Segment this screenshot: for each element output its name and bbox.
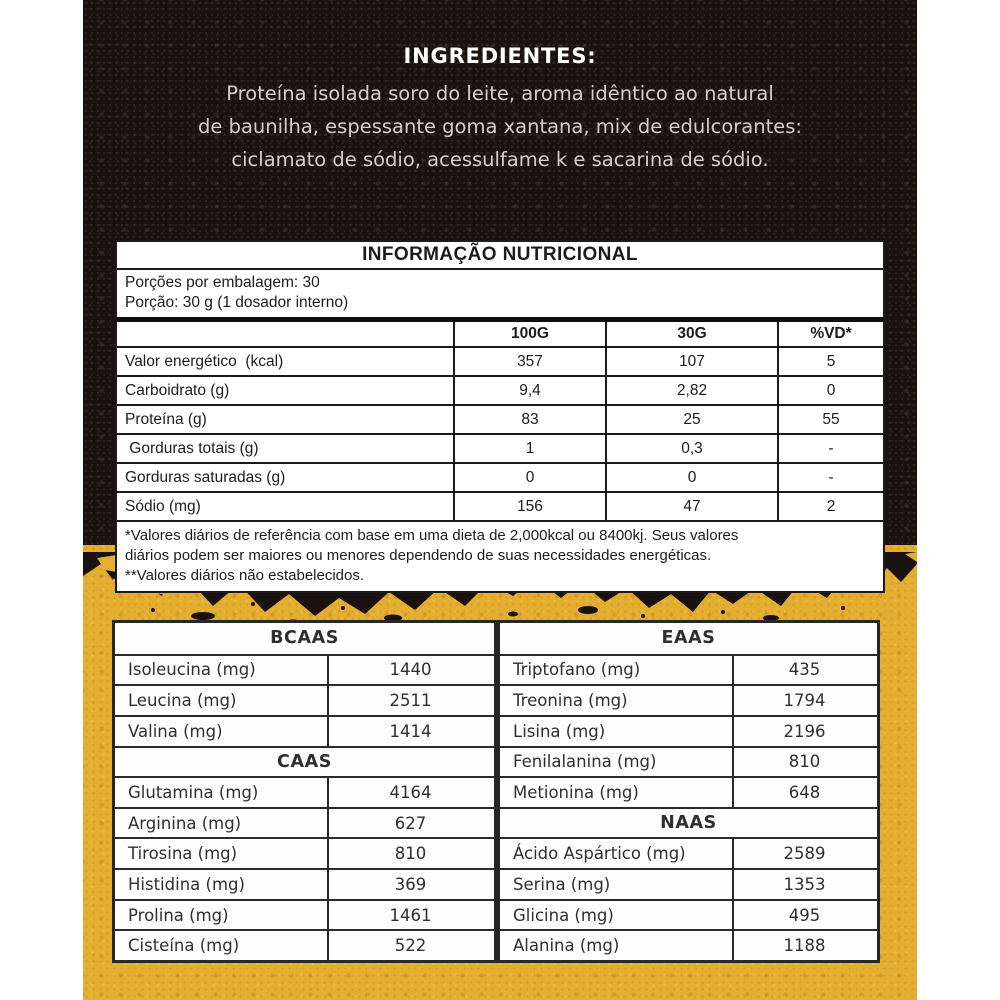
- amino-value: 2589: [732, 839, 875, 868]
- value-vd: 55: [777, 406, 883, 433]
- amino-value: 810: [327, 839, 492, 868]
- amino-value: 1440: [327, 656, 492, 685]
- amino-label: Metionina (mg): [513, 782, 639, 802]
- servings-per-package: Porções por embalagem: 30: [125, 274, 320, 291]
- nutrition-table-title: INFORMAÇÃO NUTRICIONAL: [117, 242, 883, 270]
- row-label: Gorduras saturadas (g): [125, 468, 286, 486]
- amino-label: Glutamina (mg): [128, 782, 259, 802]
- row-label: Valor energético (kcal): [125, 352, 284, 370]
- footnote-line: *Valores diários de referência com base em uma dieta de 2,000kcal ou 8400kj. Seus valores: [125, 527, 739, 544]
- ingredients-title: INGREDIENTES:: [403, 44, 597, 68]
- row-label: Proteína (g): [125, 410, 207, 428]
- amino-table-right: [497, 620, 880, 963]
- amino-row-alanina: [500, 929, 877, 960]
- amino-label: Arginina (mg): [128, 813, 242, 833]
- value-100g: 1: [453, 435, 605, 462]
- amino-label: Triptofano (mg): [513, 660, 641, 680]
- amino-row-triptofano: [500, 654, 877, 685]
- amino-row-leucina: [115, 684, 494, 715]
- amino-row-tirosina: [115, 837, 494, 868]
- nutrition-row-saturated-fat: [117, 462, 883, 491]
- amino-label: Isoleucina (mg): [128, 660, 256, 680]
- nutrition-row-protein: [117, 404, 883, 433]
- amino-row-cisteina: [115, 929, 494, 960]
- ingredients-line: de baunilha, espessante goma xantana, mix de edulcorantes:: [198, 115, 802, 138]
- value-vd: -: [777, 464, 883, 491]
- value-100g: 156: [453, 493, 605, 520]
- value-30g: 2,82: [605, 377, 777, 404]
- section-header-label: EAAS: [661, 628, 716, 649]
- amino-value: 4164: [327, 778, 492, 807]
- amino-row-metionina: [500, 776, 877, 807]
- value-30g: 0: [605, 464, 777, 491]
- amino-label: Tirosina (mg): [128, 844, 238, 864]
- amino-label: Alanina (mg): [513, 936, 620, 956]
- nutrition-row-sodium: [117, 491, 883, 520]
- section-header-label: NAAS: [660, 813, 717, 834]
- amino-label: Cisteína (mg): [128, 936, 240, 956]
- amino-label: Valina (mg): [128, 721, 223, 741]
- amino-value: 1794: [732, 686, 875, 715]
- amino-label: Leucina (mg): [128, 691, 237, 711]
- serving-size: Porção: 30 g (1 dosador interno): [125, 294, 349, 311]
- nutrition-row-carbs: [117, 375, 883, 404]
- right-white-margin: [917, 0, 1000, 1000]
- amino-label: Fenilalanina (mg): [513, 752, 657, 772]
- nutrition-header-row: [117, 322, 883, 346]
- servings-block: [117, 270, 883, 322]
- nutrition-table: [115, 240, 885, 593]
- amino-label: Lisina (mg): [513, 721, 606, 741]
- section-header-label: BCAAS: [270, 628, 339, 649]
- value-vd: 0: [777, 377, 883, 404]
- amino-header-bcaas: [115, 623, 494, 654]
- amino-row-serina: [500, 868, 877, 899]
- col-header-30g: 30G: [605, 322, 777, 346]
- amino-row-fenilalanina: [500, 746, 877, 777]
- amino-value: 369: [327, 870, 492, 899]
- amino-table-left: [112, 620, 497, 963]
- amino-value: 495: [732, 901, 875, 930]
- amino-header-caas: [115, 746, 494, 777]
- amino-label: Serina (mg): [513, 874, 611, 894]
- ingredients-line: ciclamato de sódio, acessulfame k e sacarina de sódio.: [231, 148, 769, 171]
- nutrition-row-total-fat: [117, 433, 883, 462]
- amino-value: 1414: [327, 717, 492, 746]
- amino-row-glicina: [500, 899, 877, 930]
- footnote-line: diários podem ser maiores ou menores dependendo de suas necessidades energéticas.: [125, 547, 712, 564]
- value-30g: 47: [605, 493, 777, 520]
- amino-row-histidina: [115, 868, 494, 899]
- value-30g: 107: [605, 348, 777, 375]
- value-vd: -: [777, 435, 883, 462]
- value-100g: 0: [453, 464, 605, 491]
- amino-row-arginina: [115, 807, 494, 838]
- amino-row-valina: [115, 715, 494, 746]
- row-label: Gorduras totais (g): [125, 439, 259, 457]
- nutrition-row-energy: [117, 346, 883, 375]
- value-100g: 83: [453, 406, 605, 433]
- amino-value: 2196: [732, 717, 875, 746]
- footnote-block: [117, 520, 883, 591]
- value-vd: 2: [777, 493, 883, 520]
- value-30g: 0,3: [605, 435, 777, 462]
- amino-value: 1353: [732, 870, 875, 899]
- amino-header-eaas: [500, 623, 877, 654]
- amino-value: 627: [327, 809, 492, 838]
- amino-value: 1461: [327, 901, 492, 930]
- amino-row-lisina: [500, 715, 877, 746]
- left-white-margin: [0, 0, 83, 1000]
- footnote-line: **Valores diários não estabelecidos.: [125, 567, 365, 584]
- amino-label: Treonina (mg): [513, 691, 628, 711]
- amino-label: Glicina (mg): [513, 905, 614, 925]
- amino-label: Ácido Aspártico (mg): [513, 844, 686, 864]
- amino-value: 1188: [732, 931, 875, 960]
- value-vd: 5: [777, 348, 883, 375]
- amino-row-glutamina: [115, 776, 494, 807]
- col-header-100g: 100G: [453, 322, 605, 346]
- amino-row-acido-aspartico: [500, 837, 877, 868]
- value-30g: 25: [605, 406, 777, 433]
- value-100g: 357: [453, 348, 605, 375]
- row-label: Carboidrato (g): [125, 381, 230, 399]
- label-content-band: [83, 0, 917, 1000]
- amino-value: 810: [732, 748, 875, 777]
- amino-header-naas: [500, 807, 877, 838]
- amino-row-treonina: [500, 684, 877, 715]
- amino-row-prolina: [115, 899, 494, 930]
- row-label: Sódio (mg): [125, 497, 201, 515]
- ingredients-section: [83, 44, 917, 176]
- amino-row-isoleucina: [115, 654, 494, 685]
- amino-value: 435: [732, 656, 875, 685]
- amino-value: 522: [327, 931, 492, 960]
- value-100g: 9,4: [453, 377, 605, 404]
- ingredients-line: Proteína isolada soro do leite, aroma idêntico ao natural: [226, 82, 774, 105]
- amino-value: 648: [732, 778, 875, 807]
- amino-label: Histidina (mg): [128, 874, 245, 894]
- section-header-label: CAAS: [277, 751, 332, 772]
- amino-label: Prolina (mg): [128, 905, 229, 925]
- col-header-vd: %VD*: [777, 322, 883, 346]
- amino-value: 2511: [327, 686, 492, 715]
